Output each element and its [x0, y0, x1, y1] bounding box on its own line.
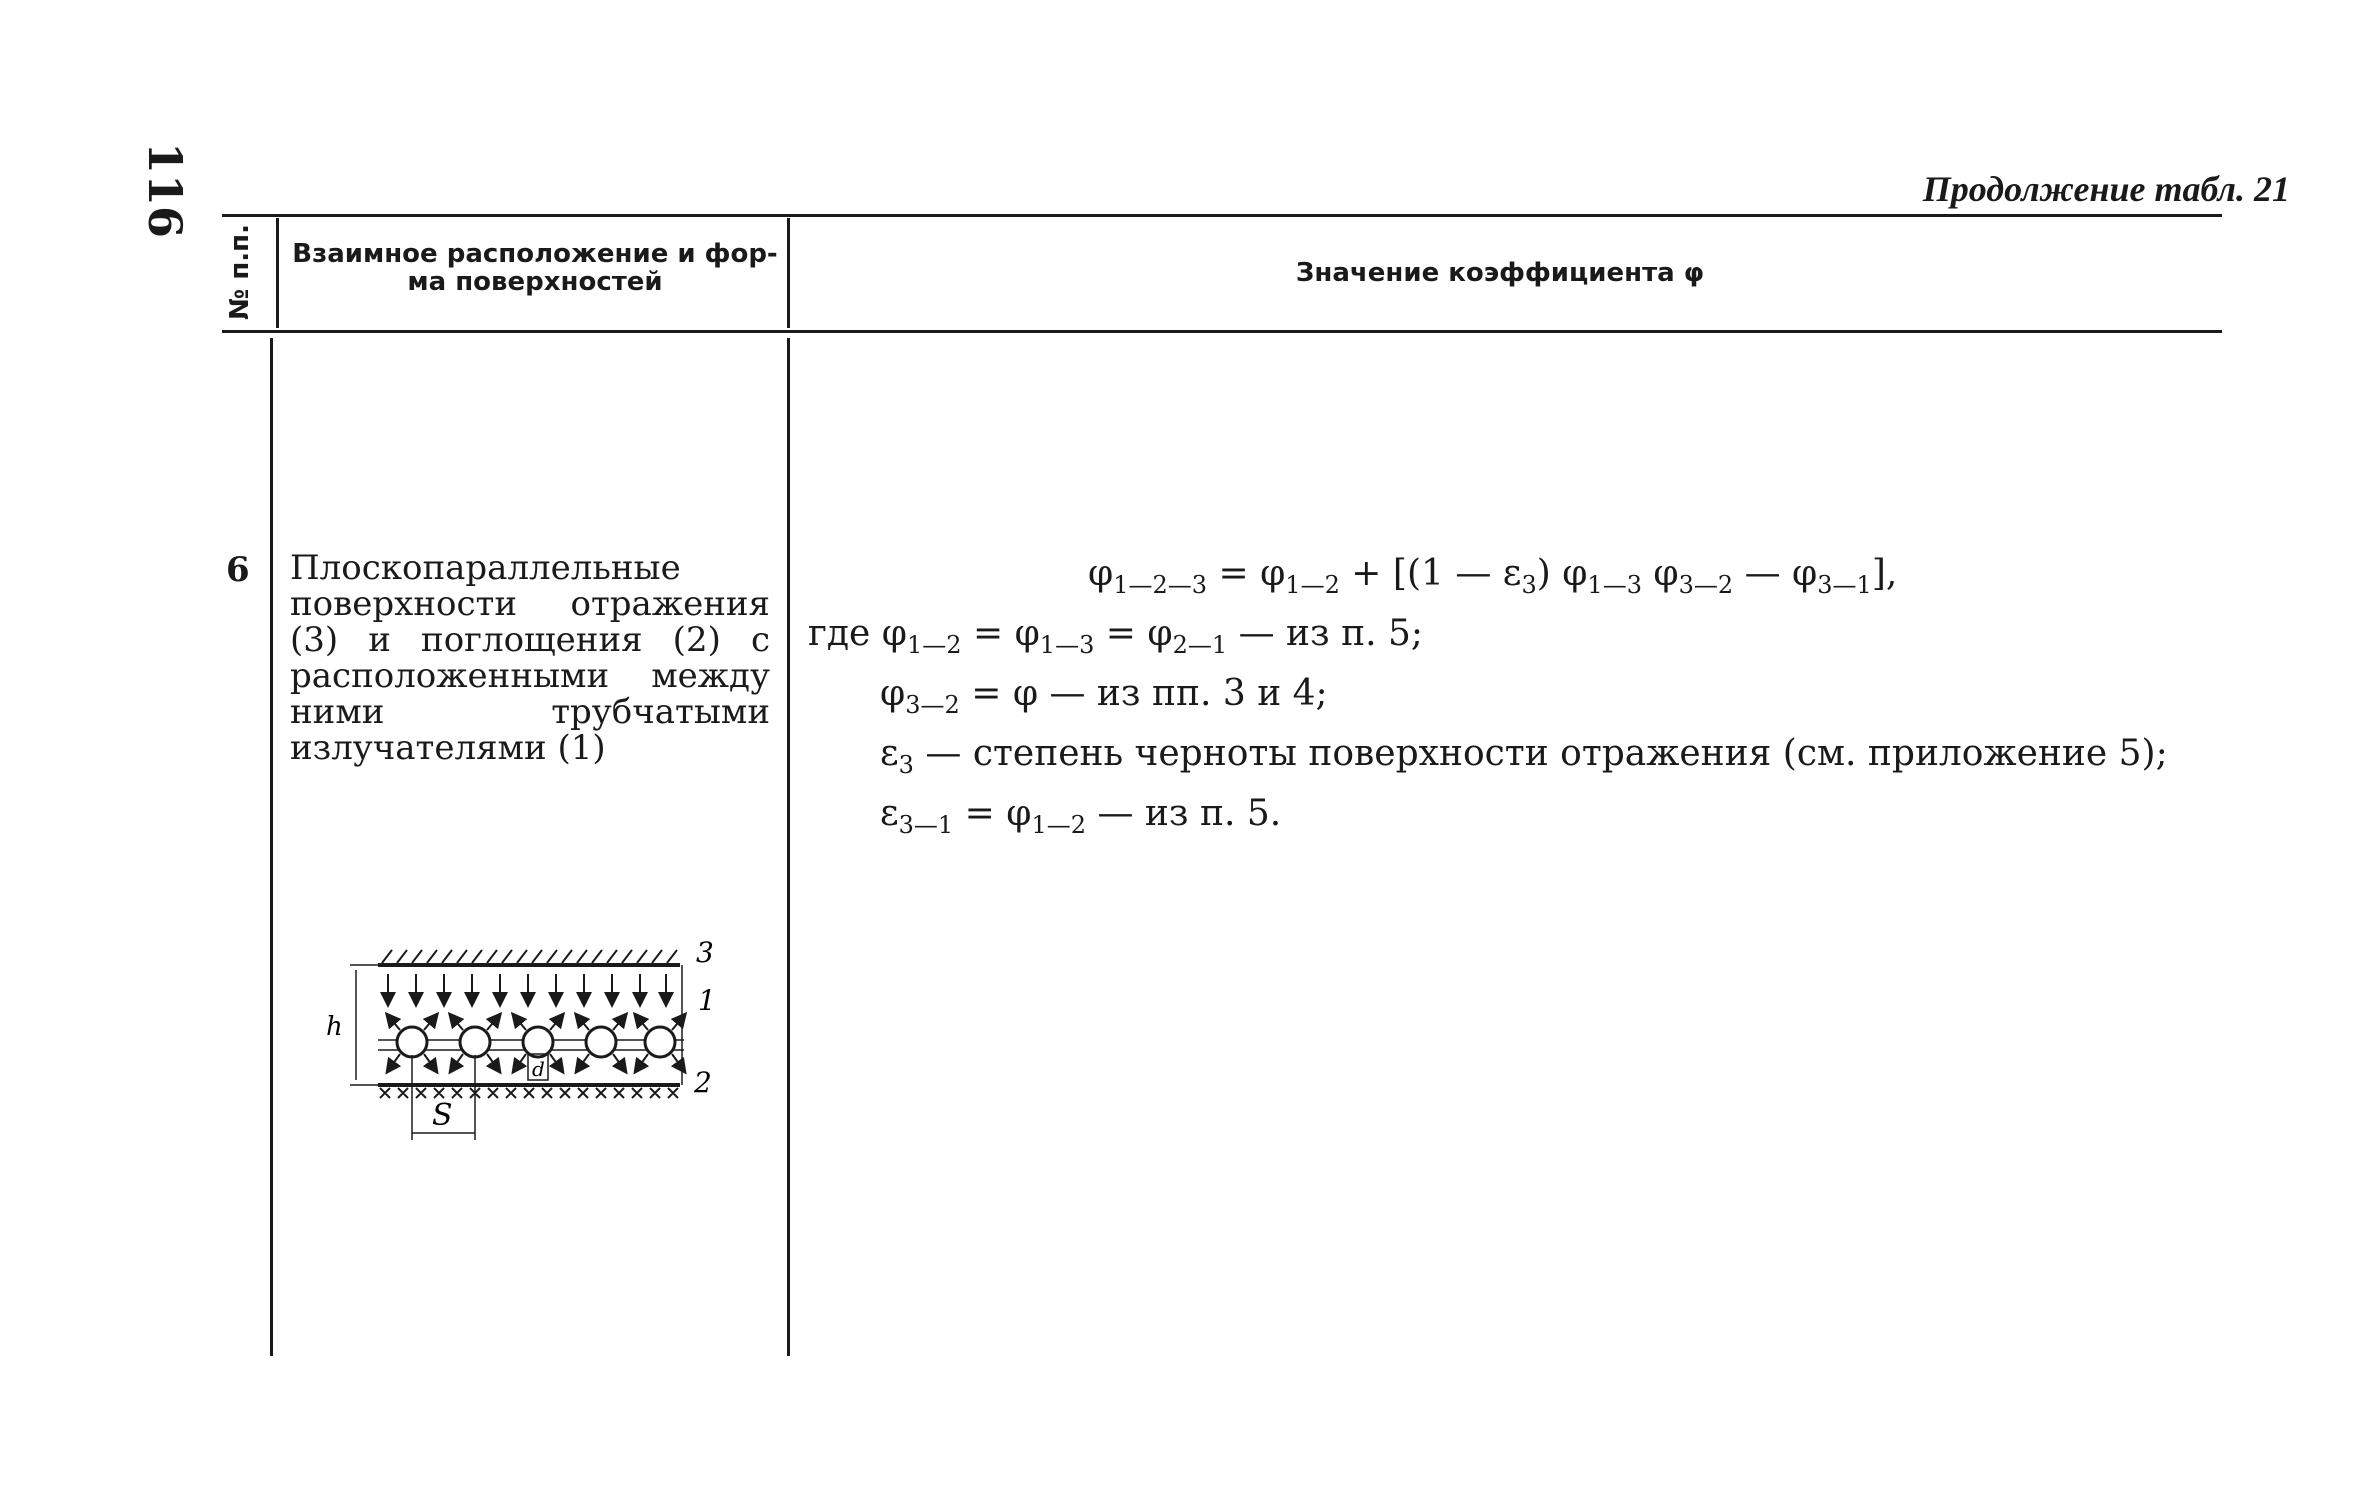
reflecting-surface-hatch [382, 950, 677, 963]
surface-2-label: 2 [694, 1066, 712, 1099]
row-description: Плоскопараллельные поверхности отражения (3) и поглощения (2) с расположенными между ними трубчатыми излучателями (1) [290, 548, 770, 768]
header-arrangement: Взаимное расположение и фор- ма поверхностей [292, 239, 778, 297]
column-divider-1 [276, 218, 279, 328]
column-divider-2-body [787, 338, 790, 1356]
diameter-label: d [532, 1057, 545, 1081]
where-line-2: $\varphi_{3—2} = \varphi$ — из пп. 3 и 4; [880, 673, 1328, 720]
emitter-tube [460, 1027, 490, 1057]
header-row-number [210, 218, 270, 326]
emitter-tube [586, 1027, 616, 1057]
where-line-3: $\varepsilon_3$ — степень черноты поверхности отражения (см. приложение 5); [880, 733, 2168, 780]
header-coefficient-value: Значение коэффициента φ [1295, 258, 1705, 288]
row-number: 6 [226, 550, 250, 590]
emitter-tube [645, 1027, 675, 1057]
spacing-label: S [432, 1098, 453, 1133]
column-divider-2 [787, 218, 790, 328]
where-line-1: где $\varphi_{1—2} = \varphi_{1—3} = \varphi_{2—1}$ — из п. 5; [808, 613, 1424, 660]
page-number: 116 [138, 141, 192, 239]
emitter-1-label: 1 [698, 984, 716, 1017]
main-formula: $\varphi_{1—2—3} = \varphi_{1—2} + [(1$ — $\varepsilon_3$) $\varphi_{1—3}$ $\varphi_{3—2}$ — $\varphi_{3—1}$], [1088, 553, 1898, 600]
table-top-rule [222, 214, 2222, 217]
surface-3-label: 3 [696, 936, 714, 969]
where-line-4: $\varepsilon_{3—1} = \varphi_{1—2}$ — из п. 5. [880, 793, 1282, 840]
emitters-between-plates-diagram [320, 930, 740, 1160]
tubular-emitters [397, 1027, 675, 1057]
header-row-number-label: № п.п. [225, 223, 256, 321]
column-divider-1-body [270, 338, 273, 1356]
header-bottom-rule [222, 330, 2222, 333]
emitter-tube [523, 1027, 553, 1057]
table-continuation-title: Продолжение табл. 21 [1922, 169, 2290, 209]
absorbing-surface-hatch [380, 1088, 678, 1098]
height-label: h [326, 1012, 343, 1042]
radiation-arrows-down [388, 974, 666, 1000]
emitter-tube [397, 1027, 427, 1057]
